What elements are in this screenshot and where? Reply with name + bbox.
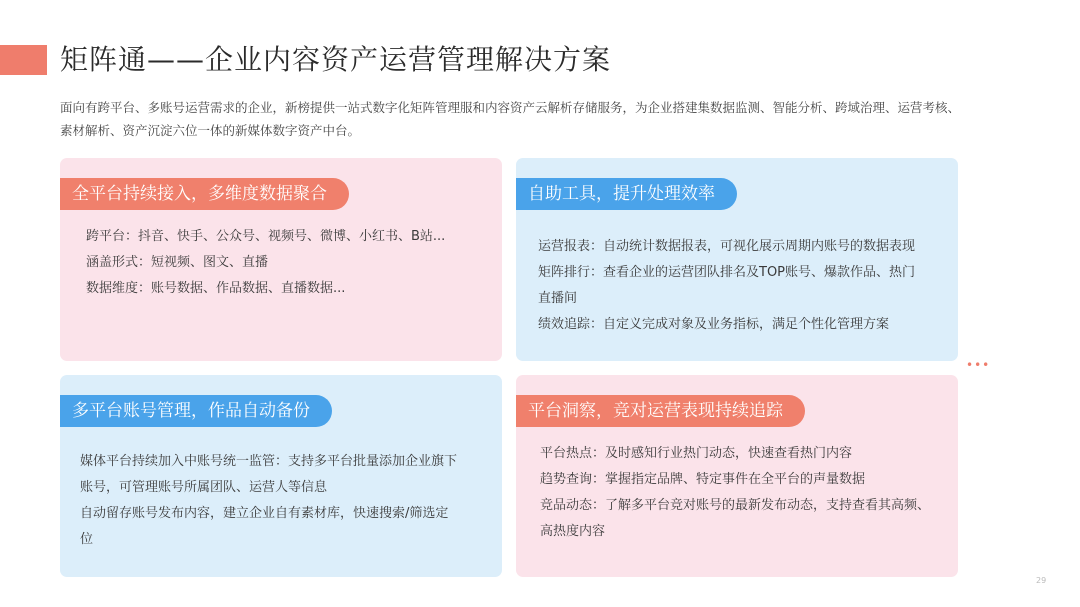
intro-line: 面向有跨平台、多账号运营需求的企业，新榜提供一站式数字化矩阵管理服和内容资产云解析存储服务，为企业搭建集数据监测、智能分析、跨域治理、运营考核、 [60, 100, 961, 115]
card-self-service-tools [516, 158, 958, 361]
card-body [538, 234, 915, 338]
card-line: 绩效追踪：自定义完成对象及业务指标，满足个性化管理方案 [538, 317, 890, 332]
card-line: 趋势查询：掌握指定品牌、特定事件在全平台的声量数据 [540, 472, 866, 487]
title-accent-bar [0, 45, 47, 75]
card-line: 涵盖形式：短视频、图文、直播 [86, 255, 269, 270]
card-line: 账号，可管理账号所属团队、运营人等信息 [80, 480, 328, 495]
card-line: 高热度内容 [540, 524, 606, 539]
card-line: 位 [80, 532, 94, 547]
card-line: 数据维度：账号数据、作品数据、直播数据... [86, 281, 346, 296]
card-body [540, 441, 930, 545]
intro-paragraph [60, 96, 1020, 142]
decorative-dots: ••• [966, 358, 991, 372]
card-heading: 平台洞察，竞对运营表现持续追踪 [516, 395, 805, 427]
card-line: 媒体平台持续加入中账号统一监管：支持多平台批量添加企业旗下 [80, 454, 458, 469]
page-number: 29 [1036, 576, 1047, 585]
card-platform-access [60, 158, 502, 361]
card-line: 平台热点：及时感知行业热门动态，快速查看热门内容 [540, 446, 853, 461]
card-line: 矩阵排行：查看企业的运营团队排名及TOP账号、爆款作品、热门 [538, 265, 916, 280]
page-title: 矩阵通——企业内容资产运营管理解决方案 [60, 43, 612, 76]
card-platform-insights [516, 375, 958, 577]
card-line: 跨平台：抖音、快手、公众号、视频号、微博、小红书、B站... [86, 229, 446, 244]
card-body [80, 449, 457, 553]
card-line: 运营报表：自动统计数据报表，可视化展示周期内账号的数据表现 [538, 239, 916, 254]
card-heading: 多平台账号管理，作品自动备份 [60, 395, 332, 427]
card-line: 直播间 [538, 291, 578, 306]
card-heading: 全平台持续接入，多维度数据聚合 [60, 178, 349, 210]
card-body [86, 224, 445, 302]
card-heading: 自助工具，提升处理效率 [516, 178, 737, 210]
card-line: 竞品动态：了解多平台竞对账号的最新发布动态，支持查看其高频、 [540, 498, 931, 513]
card-line: 自动留存账号发布内容，建立企业自有素材库，快速搜索/筛选定 [80, 506, 449, 521]
card-account-management [60, 375, 502, 577]
intro-line: 素材解析、资产沉淀六位一体的新媒体数字资产中台。 [60, 123, 361, 138]
